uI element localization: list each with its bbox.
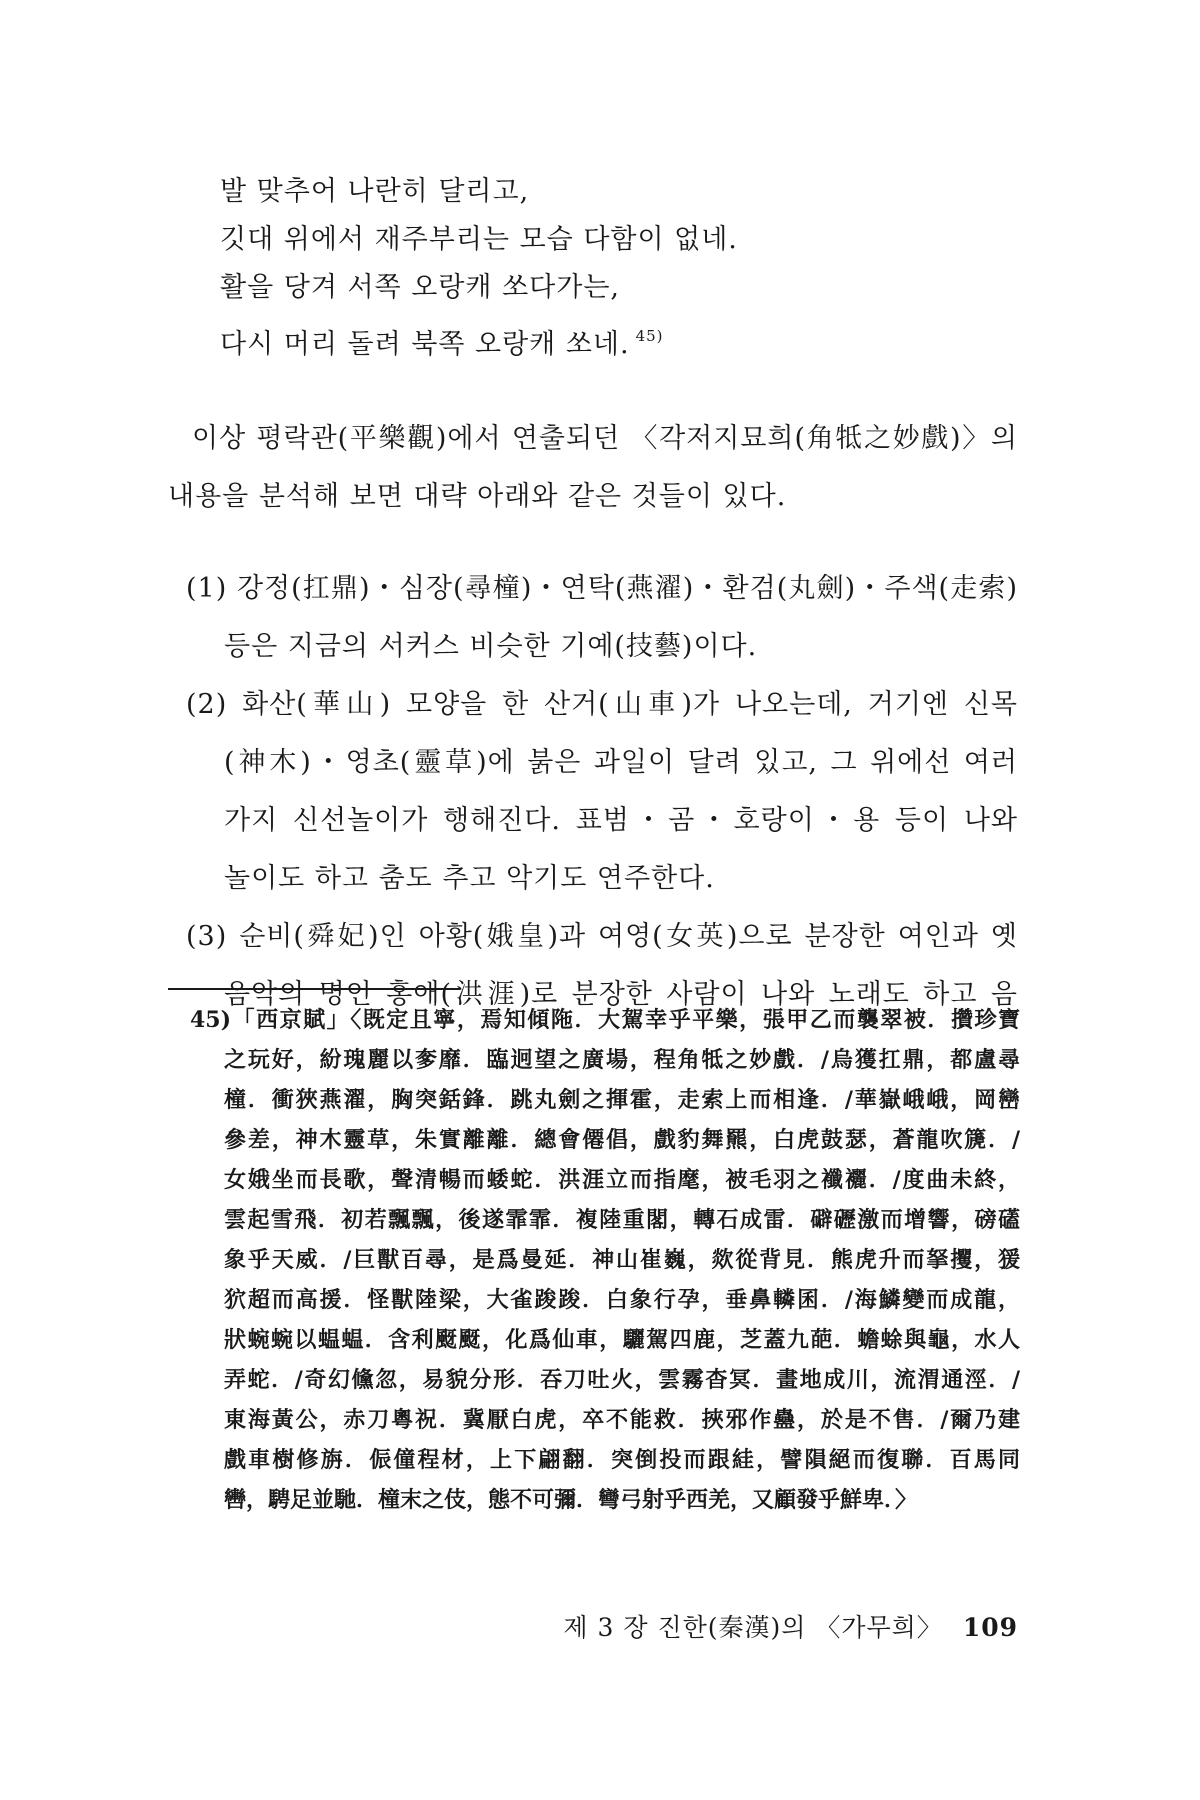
list-item-line: 등은 지금의 서커스 비슷한 기예(技藝)이다. — [224, 631, 758, 662]
verse-block — [220, 168, 1040, 360]
footnote-divider — [168, 988, 460, 990]
list-item — [186, 560, 1018, 676]
verse-line — [220, 312, 1040, 360]
footnote-line: 東海黃公，赤刀粵祝．冀厭白虎，卒不能救．挾邪作蠱，於是不售．/爾乃建 — [224, 1407, 1020, 1433]
chapter-title: 제 3 장 진한(秦漢)의 〈가무희〉 — [563, 1613, 943, 1642]
footnote-line: 45)「西京賦」〈既定且寧，焉知傾陁．大駕幸乎平樂，張甲乙而襲翠被．攢珍寶 — [190, 1007, 1020, 1033]
footnote-line: 橦．衝狹燕濯，胸突銛鋒．跳丸劍之揮霍，走索上而相逢．/華嶽峨峨，岡巒 — [224, 1087, 1020, 1113]
list-item-line: (2) 화산(華山) 모양을 한 산거(山車)가 나오는데, 거기엔 신목 — [186, 689, 1018, 720]
verse-line — [220, 264, 1040, 312]
list-item-line: (1) 강정(扛鼎)・심장(尋橦)・연탁(燕濯)・환검(丸劍)・주색(走索) — [186, 573, 1018, 604]
verse-line — [220, 168, 1040, 216]
paragraph-line: 이상 평락관(平樂觀)에서 연출되던 〈각저지묘희(角牴之妙戲)〉의 — [192, 423, 1018, 454]
verse-line — [220, 216, 1040, 264]
footnote-reference[interactable]: 45) — [635, 327, 664, 345]
list-item-line: (3) 순비(舜妃)인 아황(娥皇)과 여영(女英)으로 분장한 여인과 옛 — [186, 921, 1018, 952]
list-item — [186, 676, 1018, 908]
footnote-line: 狖超而高援．怪獸陸梁，大雀踆踆．白象行孕，垂鼻轔囷．/海鱗變而成龍， — [224, 1287, 1020, 1313]
list-item-line: 놀이도 하고 춤도 추고 악기도 연주한다. — [224, 863, 715, 894]
footnote-line: 參差，神木靈草，朱實離離．總會僊倡，戲豹舞羆，白虎鼓瑟，蒼龍吹篪．/ — [224, 1127, 1020, 1153]
footnote-line: 轡，騁足並馳．橦末之伎，態不可彌．彎弓射乎西羌，又顧發乎鮮卑．〉 — [224, 1487, 918, 1513]
verse-line-text: 깃대 위에서 재주부리는 모습 다함이 없네. — [220, 224, 738, 255]
footnote-line: 之玩好，紛瑰麗以奓靡．臨迥望之廣場，程角牴之妙戲．/烏獲扛鼎，都盧尋 — [224, 1047, 1020, 1073]
verse-line-text: 발 맞추어 나란히 달리고, — [220, 176, 530, 207]
footnote-line: 象乎天威．/巨獸百尋，是爲曼延．神山崔巍，欻從背見．熊虎升而拏攫，猨 — [224, 1247, 1020, 1273]
paragraph-line: 내용을 분석해 보면 대략 아래와 같은 것들이 있다. — [168, 481, 787, 512]
page-number: 109 — [962, 1613, 1018, 1642]
list-item-line: 가지 신선놀이가 행해진다. 표범・곰・호랑이・용 등이 나와 — [224, 805, 1018, 836]
footnote-45 — [190, 1000, 1020, 1520]
footnote-line: 狀蜿蜿以蝹蝹．含利颬颬，化爲仙車，驪駕四鹿，芝蓋九葩．蟾蜍與龜，水人 — [224, 1327, 1020, 1353]
running-footer — [563, 1608, 1018, 1644]
footnote-line: 弄蛇．/奇幻儵忽，易貌分形．吞刀吐火，雲霧杳冥．畫地成川，流渭通涇．/ — [224, 1367, 1020, 1393]
body-paragraph — [168, 410, 1018, 526]
verse-line-text: 활을 당겨 서쪽 오랑캐 쏘다가는, — [220, 272, 620, 303]
footnote-line: 雲起雪飛．初若飄飄，後遂霏霏．複陸重閣，轉石成雷．礔礰激而增響，磅礚 — [224, 1207, 1020, 1233]
list-item-line: 음악의 명인 홍애(洪涯)로 분장한 사람이 나와 노래도 하고 음 — [224, 979, 1018, 1010]
footnote-line: 女娥坐而長歌，聲清暢而蜲蛇．洪涯立而指麾，被毛羽之襳襹．/度曲未終， — [224, 1167, 1020, 1193]
numbered-list — [186, 560, 1018, 1024]
footnote-line: 戲車樹修旃．侲僮程材，上下翩翻．突倒投而跟絓，譬隕絕而復聯．百馬同 — [224, 1447, 1020, 1473]
verse-line-text: 다시 머리 돌려 북쪽 오랑캐 쏘네. — [220, 329, 630, 360]
list-item-line: (神木)・영초(靈草)에 붉은 과일이 달려 있고, 그 위에선 여러 — [224, 747, 1018, 778]
